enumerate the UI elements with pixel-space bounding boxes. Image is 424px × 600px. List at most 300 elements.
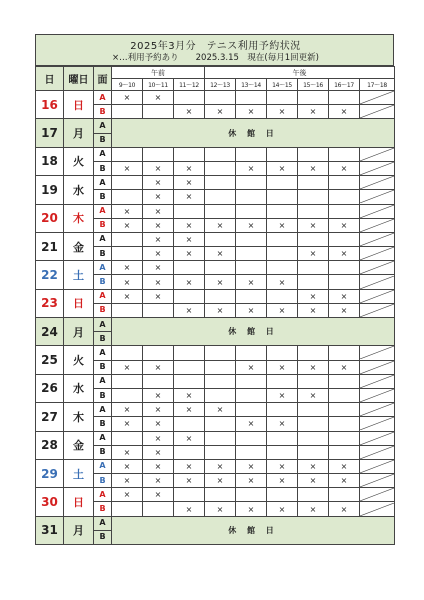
open-slot [174,261,205,275]
reserved-slot: × [236,417,267,431]
court-label: A [94,516,112,530]
open-slot [205,360,236,374]
reserved-slot: × [143,459,174,473]
diagonal-slash-icon [360,460,394,473]
unavailable-slot [360,431,395,445]
weekday: 木 [64,403,94,431]
open-slot [329,388,360,402]
open-slot [329,431,360,445]
unavailable-slot [360,247,395,261]
open-slot [267,346,298,360]
reserved-slot: × [143,204,174,218]
court-label: B [94,360,112,374]
reserved-slot: × [174,403,205,417]
open-slot [236,388,267,402]
open-slot [236,289,267,303]
open-slot [236,204,267,218]
reserved-slot: × [236,303,267,317]
reserved-slot: × [267,388,298,402]
court-label: A [94,431,112,445]
table-row [36,374,395,388]
table-row [36,459,395,473]
open-slot [236,232,267,246]
day-number: 24 [36,318,64,346]
diagonal-slash-icon [360,488,394,501]
table-row [36,204,395,218]
reserved-slot: × [174,502,205,516]
open-slot [205,190,236,204]
open-slot [298,403,329,417]
unavailable-slot [360,459,395,473]
diagonal-slash-icon [360,446,394,459]
open-slot [267,204,298,218]
reserved-slot: × [298,303,329,317]
open-slot [205,388,236,402]
reserved-slot: × [112,289,143,303]
reservation-table [35,66,395,545]
unavailable-slot [360,204,395,218]
reserved-slot: × [205,247,236,261]
table-row [36,261,395,275]
reserved-slot: × [112,275,143,289]
open-slot [267,445,298,459]
diagonal-slash-icon [360,346,394,359]
reserved-slot: × [143,445,174,459]
diagonal-slash-icon [360,403,394,416]
diagonal-slash-icon [360,276,394,289]
day-number: 22 [36,261,64,289]
day-number: 18 [36,147,64,175]
reserved-slot: × [298,388,329,402]
reserved-slot: × [143,388,174,402]
open-slot [298,488,329,502]
reserved-slot: × [112,204,143,218]
unavailable-slot [360,91,395,105]
court-label: B [94,161,112,175]
slot-header: 12～13 [205,79,236,91]
reserved-slot: × [143,247,174,261]
unavailable-slot [360,218,395,232]
reserved-slot: × [143,91,174,105]
weekday: 火 [64,346,94,374]
unavailable-slot [360,502,395,516]
court-label: A [94,232,112,246]
open-slot [298,204,329,218]
open-slot [267,247,298,261]
reserved-slot: × [329,218,360,232]
open-slot [329,176,360,190]
diagonal-slash-icon [360,233,394,246]
slot-header: 15～16 [298,79,329,91]
court-label: A [94,488,112,502]
reserved-slot: × [112,91,143,105]
open-slot [205,445,236,459]
reserved-slot: × [329,105,360,119]
reserved-slot: × [298,161,329,175]
reserved-slot: × [112,218,143,232]
open-slot [267,374,298,388]
open-slot [143,303,174,317]
court-label: A [94,403,112,417]
diagonal-slash-icon [360,148,394,161]
reserved-slot: × [267,417,298,431]
reserved-slot: × [205,275,236,289]
closed-day-label: 休 館 日 [112,516,395,544]
court-label: B [94,502,112,516]
weekday: 日 [64,91,94,119]
reserved-slot: × [205,502,236,516]
reserved-slot: × [236,360,267,374]
unavailable-slot [360,403,395,417]
table-row [36,318,395,332]
open-slot [112,176,143,190]
table-row [36,346,395,360]
open-slot [267,403,298,417]
open-slot [112,346,143,360]
slot-header: 14～15 [267,79,298,91]
reserved-slot: × [143,275,174,289]
slot-header: 11～12 [174,79,205,91]
reserved-slot: × [205,303,236,317]
open-slot [112,147,143,161]
reserved-slot: × [112,403,143,417]
header-morning: 午前 [112,67,205,79]
open-slot [236,431,267,445]
reserved-slot: × [112,161,143,175]
court-label: B [94,275,112,289]
closed-day-label: 休 館 日 [112,318,395,346]
unavailable-slot [360,346,395,360]
reserved-slot: × [174,190,205,204]
open-slot [329,91,360,105]
reserved-slot: × [298,459,329,473]
unavailable-slot [360,261,395,275]
open-slot [143,346,174,360]
diagonal-slash-icon [360,503,394,516]
day-number: 31 [36,516,64,544]
reserved-slot: × [174,275,205,289]
weekday: 土 [64,459,94,487]
reserved-slot: × [174,176,205,190]
reserved-slot: × [329,161,360,175]
day-number: 25 [36,346,64,374]
open-slot [143,374,174,388]
open-slot [236,374,267,388]
diagonal-slash-icon [360,247,394,260]
reserved-slot: × [143,488,174,502]
court-label: A [94,346,112,360]
reserved-slot: × [174,303,205,317]
court-label: B [94,474,112,488]
reserved-slot: × [174,459,205,473]
open-slot [174,91,205,105]
slot-header: 17～18 [360,79,395,91]
open-slot [329,488,360,502]
unavailable-slot [360,388,395,402]
reserved-slot: × [329,459,360,473]
court-label: B [94,530,112,544]
reserved-slot: × [143,232,174,246]
reserved-slot: × [236,218,267,232]
court-label: A [94,119,112,133]
reserved-slot: × [143,360,174,374]
reserved-slot: × [143,176,174,190]
reservation-sheet [35,34,394,546]
weekday: 火 [64,147,94,175]
diagonal-slash-icon [360,432,394,445]
table-row [36,91,395,105]
unavailable-slot [360,488,395,502]
unavailable-slot [360,303,395,317]
open-slot [329,346,360,360]
open-slot [174,445,205,459]
open-slot [112,247,143,261]
open-slot [236,488,267,502]
open-slot [267,431,298,445]
open-slot [298,147,329,161]
open-slot [112,502,143,516]
diagonal-slash-icon [360,105,394,118]
reserved-slot: × [267,360,298,374]
open-slot [329,403,360,417]
unavailable-slot [360,232,395,246]
unavailable-slot [360,289,395,303]
court-label: B [94,417,112,431]
day-number: 26 [36,374,64,402]
open-slot [205,488,236,502]
reserved-slot: × [143,161,174,175]
header-day: 日 [36,67,64,91]
weekday: 日 [64,488,94,516]
diagonal-slash-icon [360,389,394,402]
open-slot [329,147,360,161]
court-label: A [94,289,112,303]
reserved-slot: × [205,459,236,473]
diagonal-slash-icon [360,361,394,374]
day-number: 23 [36,289,64,317]
reserved-slot: × [205,403,236,417]
open-slot [205,161,236,175]
open-slot [205,91,236,105]
open-slot [112,105,143,119]
unavailable-slot [360,161,395,175]
open-slot [329,190,360,204]
open-slot [267,176,298,190]
court-label: B [94,218,112,232]
reserved-slot: × [298,289,329,303]
unavailable-slot [360,474,395,488]
reserved-slot: × [143,474,174,488]
reserved-slot: × [174,474,205,488]
reserved-slot: × [329,289,360,303]
slot-header: 16～17 [329,79,360,91]
open-slot [174,488,205,502]
table-row [36,431,395,445]
reserved-slot: × [112,417,143,431]
open-slot [205,147,236,161]
reserved-slot: × [267,502,298,516]
open-slot [236,247,267,261]
reserved-slot: × [205,218,236,232]
reserved-slot: × [236,161,267,175]
table-row [36,176,395,190]
open-slot [298,374,329,388]
open-slot [143,105,174,119]
court-label: A [94,147,112,161]
court-label: B [94,303,112,317]
diagonal-slash-icon [360,304,394,317]
court-label: A [94,374,112,388]
reserved-slot: × [267,218,298,232]
reserved-slot: × [329,303,360,317]
reserved-slot: × [236,459,267,473]
day-number: 16 [36,91,64,119]
diagonal-slash-icon [360,176,394,189]
diagonal-slash-icon [360,290,394,303]
reserved-slot: × [267,105,298,119]
open-slot [205,417,236,431]
open-slot [298,176,329,190]
open-slot [267,261,298,275]
open-slot [174,204,205,218]
open-slot [174,360,205,374]
court-label: B [94,332,112,346]
reserved-slot: × [143,218,174,232]
table-row [36,403,395,417]
open-slot [267,232,298,246]
reserved-slot: × [298,218,329,232]
reserved-slot: × [205,105,236,119]
court-label: A [94,459,112,473]
open-slot [112,374,143,388]
reserved-slot: × [298,247,329,261]
day-number: 30 [36,488,64,516]
unavailable-slot [360,147,395,161]
table-row [36,289,395,303]
slot-header: 9～10 [112,79,143,91]
weekday: 月 [64,516,94,544]
unavailable-slot [360,445,395,459]
reserved-slot: × [236,502,267,516]
reserved-slot: × [298,474,329,488]
open-slot [329,275,360,289]
table-row [36,119,395,133]
open-slot [298,232,329,246]
reserved-slot: × [143,261,174,275]
reserved-slot: × [267,275,298,289]
reserved-slot: × [298,360,329,374]
open-slot [112,431,143,445]
open-slot [298,275,329,289]
diagonal-slash-icon [360,162,394,175]
court-label: B [94,190,112,204]
reserved-slot: × [267,303,298,317]
diagonal-slash-icon [360,205,394,218]
court-label: B [94,105,112,119]
reserved-slot: × [267,161,298,175]
open-slot [236,261,267,275]
diagonal-slash-icon [360,261,394,274]
page-title: 2025年3月分 テニス利用予約状況 [130,41,301,52]
title-area [35,34,394,66]
unavailable-slot [360,176,395,190]
page-subtitle: ×…利用予約あり 2025.3.15 現在(毎月1回更新) [112,53,319,63]
open-slot [329,232,360,246]
diagonal-slash-icon [360,219,394,232]
header-weekday: 曜日 [64,67,94,91]
diagonal-slash-icon [360,190,394,203]
open-slot [267,147,298,161]
day-number: 17 [36,119,64,147]
weekday: 水 [64,374,94,402]
unavailable-slot [360,374,395,388]
reserved-slot: × [174,232,205,246]
open-slot [205,374,236,388]
diagonal-slash-icon [360,417,394,430]
weekday: 月 [64,119,94,147]
open-slot [329,204,360,218]
open-slot [143,147,174,161]
day-number: 29 [36,459,64,487]
reserved-slot: × [174,161,205,175]
reserved-slot: × [174,105,205,119]
open-slot [205,431,236,445]
open-slot [298,417,329,431]
open-slot [298,445,329,459]
open-slot [174,147,205,161]
header-court: 面 [94,67,112,91]
unavailable-slot [360,417,395,431]
diagonal-slash-icon [360,375,394,388]
reserved-slot: × [329,247,360,261]
reserved-slot: × [298,502,329,516]
reserved-slot: × [112,445,143,459]
weekday: 月 [64,318,94,346]
reserved-slot: × [112,261,143,275]
court-label: B [94,388,112,402]
court-label: B [94,133,112,147]
closed-day-label: 休 館 日 [112,119,395,147]
reserved-slot: × [329,502,360,516]
open-slot [174,374,205,388]
weekday: 日 [64,289,94,317]
open-slot [236,403,267,417]
reserved-slot: × [174,218,205,232]
diagonal-slash-icon [360,91,394,104]
reserved-slot: × [329,474,360,488]
open-slot [267,190,298,204]
reserved-slot: × [143,190,174,204]
open-slot [205,232,236,246]
table-row [36,516,395,530]
open-slot [112,190,143,204]
open-slot [298,346,329,360]
day-number: 27 [36,403,64,431]
slot-header: 13～14 [236,79,267,91]
weekday: 土 [64,261,94,289]
open-slot [174,289,205,303]
reserved-slot: × [267,474,298,488]
reserved-slot: × [236,105,267,119]
open-slot [329,417,360,431]
day-number: 28 [36,431,64,459]
unavailable-slot [360,105,395,119]
open-slot [329,261,360,275]
reserved-slot: × [236,275,267,289]
open-slot [267,91,298,105]
day-number: 20 [36,204,64,232]
reserved-slot: × [174,431,205,445]
